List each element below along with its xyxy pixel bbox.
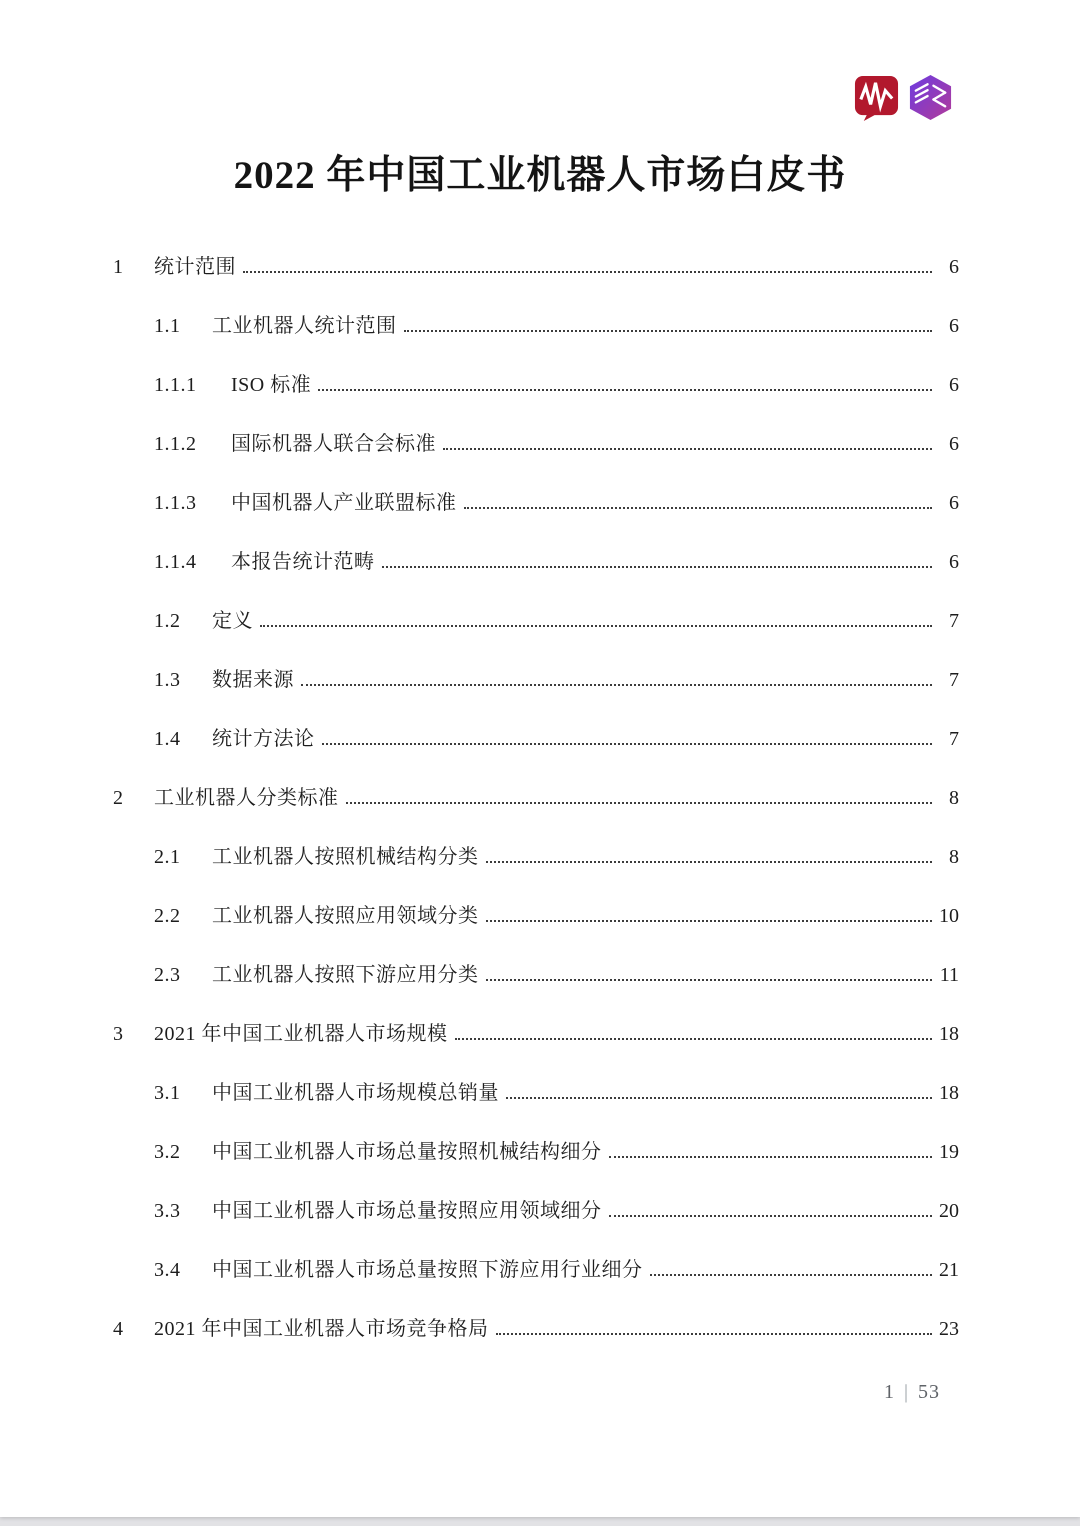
toc-entry-number: 3 bbox=[113, 1023, 124, 1045]
toc-entry[interactable] bbox=[113, 958, 959, 1017]
dot-leader bbox=[486, 861, 933, 863]
toc-entry-page-number: 11 bbox=[939, 964, 959, 986]
dot-leader bbox=[404, 330, 933, 332]
toc-entry-title: 中国工业机器人市场总量按照下游应用行业细分 bbox=[212, 1259, 643, 1281]
dot-leader bbox=[486, 920, 933, 922]
dot-leader bbox=[318, 389, 932, 391]
toc-entry-number: 1.1.4 bbox=[154, 551, 197, 573]
dot-leader bbox=[243, 271, 932, 273]
toc-entry-number: 3.3 bbox=[154, 1200, 181, 1222]
toc-entry[interactable] bbox=[113, 368, 959, 427]
dot-leader bbox=[486, 979, 933, 981]
toc-entry-page-number: 10 bbox=[939, 905, 959, 927]
toc-entry-number: 3.4 bbox=[154, 1259, 181, 1281]
toc-entry-page-number: 6 bbox=[949, 492, 959, 514]
toc-entry-title: 数据来源 bbox=[212, 669, 294, 691]
toc-entry-title: 国际机器人联合会标准 bbox=[231, 433, 436, 455]
dot-leader bbox=[455, 1038, 933, 1040]
toc-entry[interactable] bbox=[113, 781, 959, 840]
toc-entry-title: 定义 bbox=[212, 610, 253, 632]
toc-entry-number: 2.2 bbox=[154, 905, 181, 927]
dot-leader bbox=[609, 1156, 933, 1158]
dot-leader bbox=[301, 684, 932, 686]
toc-entry-title: 工业机器人按照应用领域分类 bbox=[212, 905, 479, 927]
waveform-speech-bubble-logo-icon bbox=[853, 73, 900, 122]
toc-entry-number: 1.1.2 bbox=[154, 433, 197, 455]
toc-entry[interactable] bbox=[113, 486, 959, 545]
toc-entry-page-number: 7 bbox=[949, 669, 959, 691]
toc-entry-title: 中国机器人产业联盟标准 bbox=[231, 492, 457, 514]
dot-leader bbox=[650, 1274, 933, 1276]
toc-entry[interactable] bbox=[113, 427, 959, 486]
dot-leader bbox=[382, 566, 933, 568]
toc-entry-title: 工业机器人分类标准 bbox=[154, 787, 339, 809]
toc-entry-number: 3.2 bbox=[154, 1141, 181, 1163]
dot-leader bbox=[322, 743, 933, 745]
toc-entry[interactable] bbox=[113, 722, 959, 781]
toc-entry-number: 1.2 bbox=[154, 610, 181, 632]
dot-leader bbox=[443, 448, 932, 450]
toc-entry[interactable] bbox=[113, 663, 959, 722]
toc-entry-page-number: 19 bbox=[939, 1141, 959, 1163]
toc-entry-number: 1.1.1 bbox=[154, 374, 197, 396]
toc-entry[interactable] bbox=[113, 1076, 959, 1135]
toc-entry-title: 工业机器人统计范围 bbox=[212, 315, 397, 337]
toc-entry-title: 2021 年中国工业机器人市场规模 bbox=[154, 1023, 448, 1045]
toc-entry-page-number: 6 bbox=[949, 551, 959, 573]
toc-entry-page-number: 8 bbox=[949, 846, 959, 868]
toc-entry[interactable] bbox=[113, 545, 959, 604]
dot-leader bbox=[506, 1097, 932, 1099]
logo-group bbox=[853, 73, 954, 122]
toc-entry-title: 工业机器人按照机械结构分类 bbox=[212, 846, 479, 868]
toc-entry-number: 1.4 bbox=[154, 728, 181, 750]
toc-entry[interactable] bbox=[113, 250, 959, 309]
toc-entry-number: 2 bbox=[113, 787, 124, 809]
toc-entry-title: 中国工业机器人市场规模总销量 bbox=[212, 1082, 499, 1104]
toc-entry-page-number: 6 bbox=[949, 433, 959, 455]
toc-entry-page-number: 6 bbox=[949, 374, 959, 396]
toc-entry-page-number: 7 bbox=[949, 610, 959, 632]
dot-leader bbox=[609, 1215, 933, 1217]
toc-entry-number: 2.1 bbox=[154, 846, 181, 868]
toc-entry-number: 1.1.3 bbox=[154, 492, 197, 514]
toc-entry-page-number: 6 bbox=[949, 256, 959, 278]
toc-entry-title: 本报告统计范畴 bbox=[231, 551, 375, 573]
toc-entry-title: ISO 标准 bbox=[231, 374, 312, 396]
toc-entry-number: 1.1 bbox=[154, 315, 181, 337]
toc-entry-number: 3.1 bbox=[154, 1082, 181, 1104]
toc-entry-title: 2021 年中国工业机器人市场竞争格局 bbox=[154, 1318, 489, 1340]
dot-leader bbox=[464, 507, 933, 509]
dot-leader bbox=[496, 1333, 933, 1335]
isometric-cube-logo-icon bbox=[907, 73, 954, 122]
toc-entry-title: 统计范围 bbox=[154, 256, 236, 278]
toc-entry-page-number: 18 bbox=[939, 1023, 959, 1045]
toc-entry-title: 工业机器人按照下游应用分类 bbox=[212, 964, 479, 986]
toc-entry[interactable] bbox=[113, 309, 959, 368]
toc-entry-title: 统计方法论 bbox=[212, 728, 315, 750]
toc-entry[interactable] bbox=[113, 604, 959, 663]
toc-entry-number: 2.3 bbox=[154, 964, 181, 986]
toc-entry-title: 中国工业机器人市场总量按照应用领域细分 bbox=[212, 1200, 602, 1222]
total-page-count: 53 bbox=[918, 1381, 940, 1403]
toc-entry-page-number: 7 bbox=[949, 728, 959, 750]
toc-entry-page-number: 23 bbox=[939, 1318, 959, 1340]
toc-entry-page-number: 21 bbox=[939, 1259, 959, 1281]
toc-entry[interactable] bbox=[113, 1253, 959, 1312]
toc-entry[interactable] bbox=[113, 1312, 959, 1371]
toc-entry-page-number: 8 bbox=[949, 787, 959, 809]
toc-entry-number: 1 bbox=[113, 256, 124, 278]
document-title: 2022 年中国工业机器人市场白皮书 bbox=[233, 154, 847, 197]
toc-entry[interactable] bbox=[113, 1135, 959, 1194]
toc-entry-title: 中国工业机器人市场总量按照机械结构细分 bbox=[212, 1141, 602, 1163]
toc-entry[interactable] bbox=[113, 840, 959, 899]
page-number-separator: | bbox=[903, 1381, 909, 1403]
toc-entry-number: 4 bbox=[113, 1318, 124, 1340]
toc-entry-number: 1.3 bbox=[154, 669, 181, 691]
dot-leader bbox=[346, 802, 933, 804]
page-number-footer bbox=[884, 1381, 940, 1404]
toc-entry-page-number: 6 bbox=[949, 315, 959, 337]
toc-entry[interactable] bbox=[113, 899, 959, 958]
dot-leader bbox=[260, 625, 932, 627]
toc-entry-page-number: 20 bbox=[939, 1200, 959, 1222]
table-of-contents bbox=[113, 250, 959, 1371]
current-page-number: 1 bbox=[883, 1381, 895, 1403]
toc-entry-page-number: 18 bbox=[939, 1082, 959, 1104]
toc-entry[interactable] bbox=[113, 1017, 959, 1076]
toc-entry[interactable] bbox=[113, 1194, 959, 1253]
